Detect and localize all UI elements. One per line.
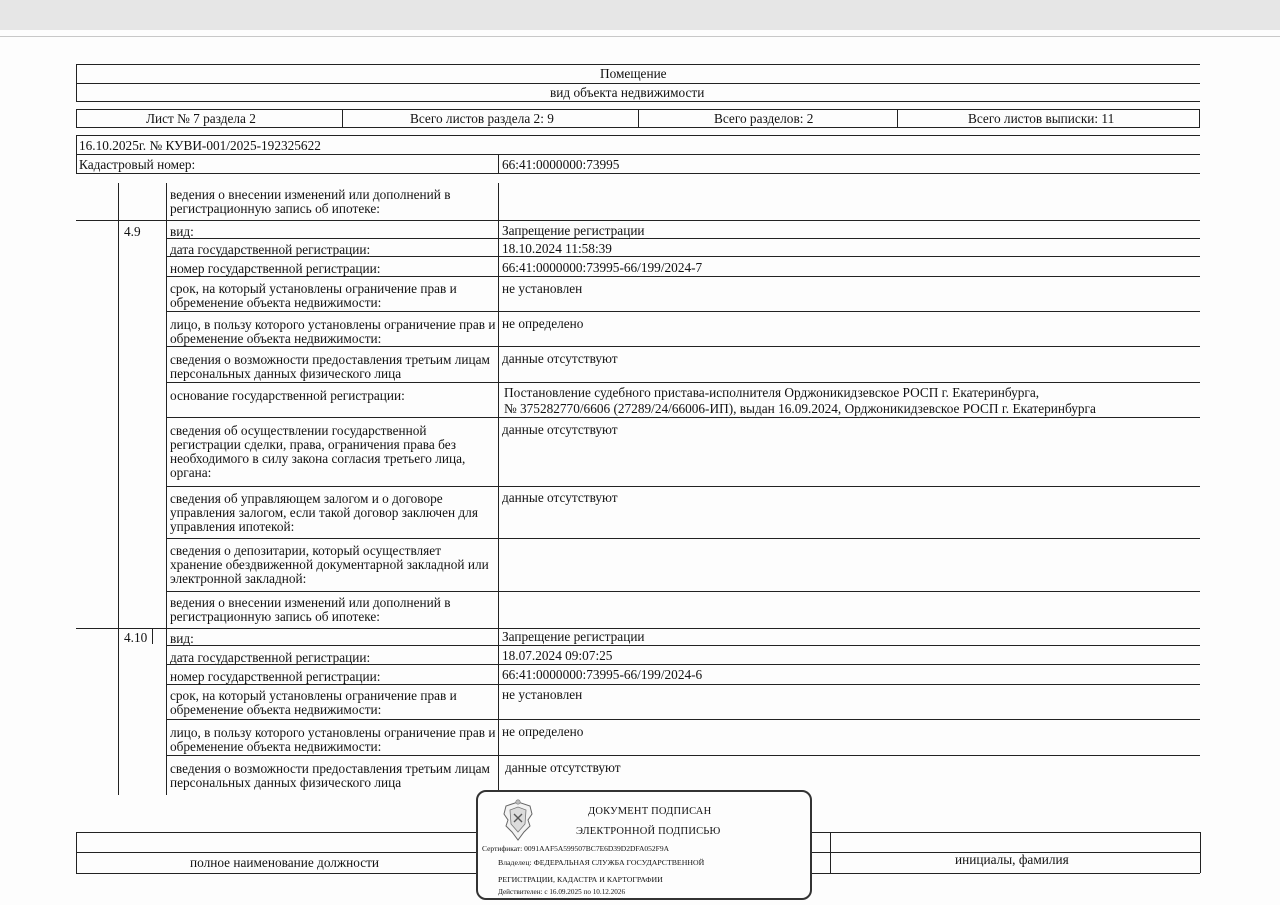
date-value: 18.10.2024 11:58:39 xyxy=(502,241,612,256)
thirdparty-value: данные отсутствуют xyxy=(505,760,621,775)
stamp-owner-line1: Владелец: ФЕДЕРАЛЬНАЯ СЛУЖБА ГОСУДАРСТВЕННОЙ xyxy=(498,858,705,867)
rule xyxy=(76,83,1200,84)
regnum-label: номер государственной регистрации: xyxy=(170,261,381,276)
rule xyxy=(76,173,1200,174)
cadastral-label: Кадастровый номер: xyxy=(79,157,196,172)
rule xyxy=(166,346,1200,347)
emblem-icon xyxy=(498,796,538,844)
rule xyxy=(498,154,499,173)
rule xyxy=(118,183,119,795)
entry-number: 4.10 xyxy=(124,630,148,645)
document-number: 16.10.2025г. № КУВИ-001/2025-192325622 xyxy=(79,138,321,153)
manager-value: данные отсутствуют xyxy=(502,490,618,505)
rule xyxy=(166,719,1200,720)
rule xyxy=(76,154,1200,155)
term-label: срок, на который установлены ограничение прав и обременение объекта недвижимости: xyxy=(170,688,457,717)
rule xyxy=(166,183,167,795)
term-value: не установлен xyxy=(502,687,583,702)
total-sections: Всего разделов: 2 xyxy=(714,111,814,126)
entry-separator xyxy=(76,220,1200,221)
manager-label: сведения об управляющем залогом и о договоре управления залогом, если такой договор заключен для управления ипотекой: xyxy=(170,491,478,534)
basis-value-line2: № 375282770/6606 (27289/24/66006-ИП), выдан 16.09.2024, Орджоникидзевское РОСП г. Екатеринбурга xyxy=(504,401,1096,416)
regnum-label: номер государственной регистрации: xyxy=(170,669,381,684)
sheet-label: Лист № 7 раздела 2 xyxy=(146,111,256,126)
consent-label: сведения об осуществлении государственной регистрации сделки, права, ограничения права без необходимого в силу закона согласия третьего лица, органа: xyxy=(170,423,466,480)
object-title: Помещение xyxy=(600,66,667,81)
regnum-value: 66:41:0000000:73995-66/199/2024-6 xyxy=(502,667,703,682)
person-label: лицо, в пользу которого установлены ограничение прав и обременение объекта недвижимости: xyxy=(170,725,496,754)
rule xyxy=(166,417,1200,418)
rule xyxy=(342,109,343,128)
date-value: 18.07.2024 09:07:25 xyxy=(502,648,613,663)
cadastral-value: 66:41:0000000:73995 xyxy=(502,157,620,172)
e-signature-stamp xyxy=(476,790,812,900)
rule xyxy=(152,628,153,644)
person-value: не определено xyxy=(502,316,584,331)
rule xyxy=(166,664,1200,665)
rule xyxy=(76,832,77,873)
rule xyxy=(166,645,1200,646)
type-label: вид: xyxy=(170,631,194,646)
date-label: дата государственной регистрации: xyxy=(170,650,371,665)
stamp-owner-line2: РЕГИСТРАЦИИ, КАДАСТРА И КАРТОГРАФИИ xyxy=(498,875,663,884)
rule xyxy=(76,64,1200,65)
total-sheets-section: Всего листов раздела 2: 9 xyxy=(410,111,554,126)
rule xyxy=(1200,832,1201,873)
changes-label: ведения о внесении изменений или дополнений в регистрационную запись об ипотеке: xyxy=(170,595,451,624)
rule xyxy=(638,109,639,128)
basis-label: основание государственной регистрации: xyxy=(170,388,405,403)
rule xyxy=(897,109,898,128)
stamp-certificate: Сертификат: 0091AAF5A599507BC7E6D39D2DFA052F9A xyxy=(482,844,670,853)
type-value: Запрещение регистрации xyxy=(502,223,645,238)
rule xyxy=(166,538,1200,539)
total-sheets-extract: Всего листов выписки: 11 xyxy=(968,111,1115,126)
rule xyxy=(166,591,1200,592)
rule xyxy=(166,684,1200,685)
depositary-label: сведения о депозитарии, который осуществляет хранение обездвиженной документарной закладной или электронной закладной: xyxy=(170,543,489,586)
page-top-edge xyxy=(0,36,1280,37)
consent-value: данные отсутствуют xyxy=(502,422,618,437)
rule xyxy=(76,135,1200,136)
type-label: вид: xyxy=(170,224,194,239)
rule xyxy=(498,183,499,795)
entry-number: 4.9 xyxy=(124,224,141,239)
person-label: лицо, в пользу которого установлены ограничение прав и обременение объекта недвижимости: xyxy=(170,317,496,346)
basis-value-line1: Постановление судебного пристава-исполнителя Орджоникидзевское РОСП г. Екатеринбурга, xyxy=(504,385,1040,400)
rule xyxy=(166,755,1200,756)
name-label: инициалы, фамилия xyxy=(955,852,1069,867)
rule xyxy=(76,101,1200,102)
rule xyxy=(830,832,831,873)
thirdparty-label: сведения о возможности предоставления третьим лицам персональных данных физического лица xyxy=(170,352,490,381)
position-label: полное наименование должности xyxy=(190,855,380,870)
rule xyxy=(76,64,77,101)
term-value: не установлен xyxy=(502,281,583,296)
thirdparty-value: данные отсутствуют xyxy=(502,351,618,366)
thirdparty-label: сведения о возможности предоставления третьим лицам персональных данных физического лица xyxy=(170,761,490,790)
rule xyxy=(166,382,1200,383)
stamp-validity: Действителен: с 16.09.2025 по 10.12.2026 xyxy=(498,888,626,896)
type-value: Запрещение регистрации xyxy=(502,629,645,644)
rule xyxy=(166,486,1200,487)
person-value: не определено xyxy=(502,724,584,739)
rule xyxy=(166,238,1200,239)
stamp-subtitle: ЭЛЕКТРОННОЙ ПОДПИСЬЮ xyxy=(576,826,721,837)
regnum-value: 66:41:0000000:73995-66/199/2024-7 xyxy=(502,260,703,275)
rule xyxy=(166,311,1200,312)
rule xyxy=(166,256,1200,257)
stamp-title: ДОКУМЕНТ ПОДПИСАН xyxy=(588,806,712,817)
prev-changes-label: ведения о внесении изменений или дополнений в регистрационную запись об ипотеке: xyxy=(170,187,451,216)
term-label: срок, на который установлены ограничение прав и обременение объекта недвижимости: xyxy=(170,281,457,310)
rule xyxy=(166,276,1200,277)
date-label: дата государственной регистрации: xyxy=(170,242,371,257)
object-subtitle: вид объекта недвижимости xyxy=(550,85,705,100)
